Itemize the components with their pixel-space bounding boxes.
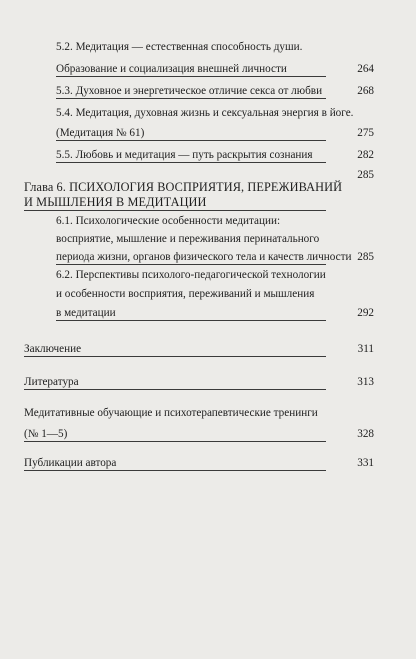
toc-entry-line: Образование и социализация внешней личности [56, 63, 287, 75]
toc-entry-line: Медитативные обучающие и психотерапевтические тренинги [24, 407, 318, 419]
dotted-leader [56, 320, 326, 321]
toc-entry-line: 5.2. Медитация — естественная способность души. [56, 41, 303, 53]
dotted-leader [24, 470, 326, 471]
toc-entry-line: Публикации автора [24, 457, 117, 469]
toc-page-number: 275 [357, 127, 374, 139]
dotted-leader [24, 356, 326, 357]
toc-page-number: 285 [357, 169, 374, 181]
toc-entry-line: 5.5. Любовь и медитация — путь раскрытия сознания [56, 149, 313, 161]
dotted-leader [24, 389, 326, 390]
dotted-leader [56, 264, 326, 265]
toc-entry-line: восприятие, мышление и переживания перинатального [56, 233, 320, 245]
toc-page-number: 331 [357, 457, 374, 469]
dotted-leader [56, 76, 326, 77]
toc-entry-line: 5.4. Медитация, духовная жизнь и сексуальная энергия в йоге. [56, 107, 354, 119]
dotted-leader [24, 210, 326, 211]
toc-entry-line: Заключение [24, 343, 82, 355]
toc-entry-line: 6.2. Перспективы психолого-педагогической технологии [56, 269, 326, 281]
toc-entry-line: (№ 1—5) [24, 428, 68, 440]
chapter-title-line: Глава 6. ПСИХОЛОГИЯ ВОСПРИЯТИЯ, ПЕРЕЖИВАНИЙ [24, 180, 343, 194]
toc-entry-line: 5.3. Духовное и энергетическое отличие секса от любви [56, 85, 323, 97]
toc-entry-line: периода жизни, органов физического тела и качеств личности [56, 251, 352, 263]
dotted-leader [56, 98, 326, 99]
toc-page-number: 268 [357, 85, 374, 97]
dotted-leader [56, 140, 326, 141]
toc-entry-line: и особенности восприятия, переживаний и мышления [56, 288, 315, 300]
toc-page-number: 313 [357, 376, 374, 388]
toc-entry-line: в медитации [56, 307, 116, 319]
dotted-leader [56, 162, 326, 163]
toc-page-number: 292 [357, 307, 374, 319]
toc-entry-line: Литература [24, 376, 79, 388]
toc-page-number: 328 [357, 428, 374, 440]
toc-page-number: 311 [357, 343, 374, 355]
toc-page-number: 285 [357, 251, 374, 263]
toc-page-number: 264 [357, 63, 374, 75]
toc-page-number: 282 [357, 149, 374, 161]
toc-entry-line: (Медитация № 61) [56, 127, 145, 139]
toc-entry-line: 6.1. Психологические особенности медитации: [56, 215, 281, 227]
chapter-title-line: И МЫШЛЕНИЯ В МЕДИТАЦИИ [24, 195, 207, 209]
dotted-leader [24, 441, 326, 442]
